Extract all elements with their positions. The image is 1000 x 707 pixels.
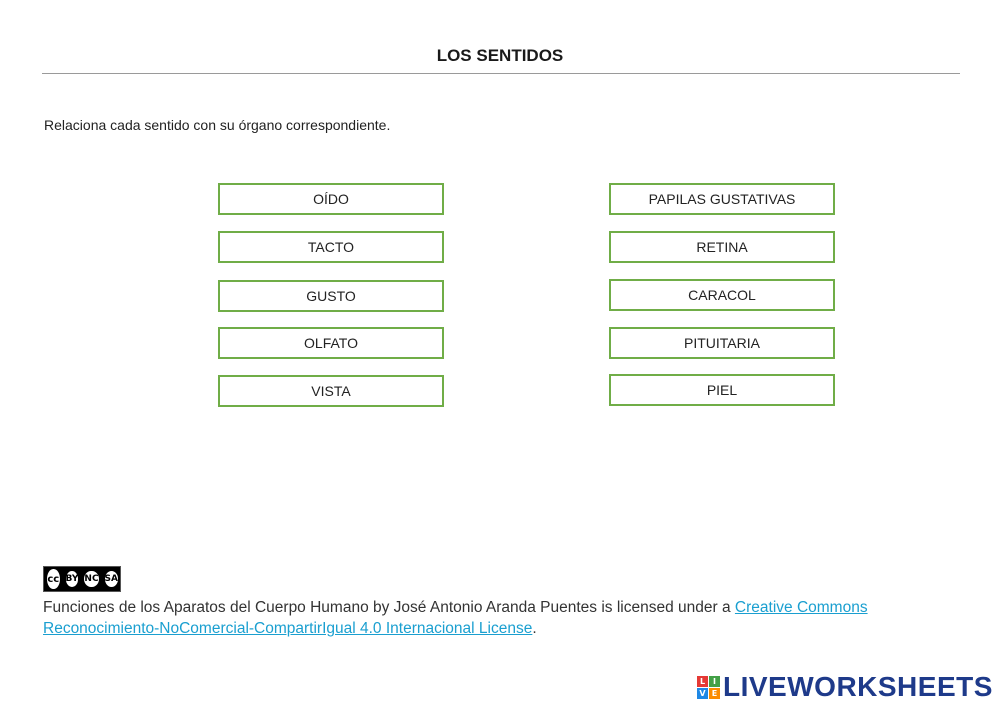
liveworksheets-logo-text: LIVEWORKSHEETS [723, 671, 993, 702]
logo-letter-v: V [697, 688, 708, 699]
match-box-piel[interactable]: PIEL [609, 374, 835, 406]
cc-license-badge[interactable] [43, 566, 121, 592]
instruction-text: Relaciona cada sentido con su órgano correspondiente. [44, 117, 391, 133]
license-notice [43, 597, 923, 639]
title-divider [42, 73, 960, 74]
logo-letter-i: I [709, 676, 720, 687]
liveworksheets-logo-icon [697, 676, 720, 699]
license-text: Funciones de los Aparatos del Cuerpo Humano by José Antonio Aranda Puentes is licensed under a [43, 599, 735, 616]
match-box-tacto[interactable]: TACTO [218, 231, 444, 263]
match-box-olfato[interactable]: OLFATO [218, 327, 444, 359]
match-box-oido[interactable]: OÍDO [218, 183, 444, 215]
sa-icon: SA [103, 569, 120, 589]
match-box-vista[interactable]: VISTA [218, 375, 444, 407]
logo-letter-l: L [697, 676, 708, 687]
page-title: LOS SENTIDOS [436, 46, 564, 65]
match-box-pituitaria[interactable]: PITUITARIA [609, 327, 835, 359]
license-link[interactable]: Creative Commons Reconocimiento-NoComercial-CompartirIgual 4.0 Internacional License [43, 599, 868, 637]
logo-letter-e: E [709, 688, 720, 699]
match-box-caracol[interactable]: CARACOL [609, 279, 835, 311]
match-box-papilas-gustativas[interactable]: PAPILAS GUSTATIVAS [609, 183, 835, 215]
liveworksheets-logo[interactable] [697, 671, 993, 703]
nc-icon: NC [82, 569, 100, 589]
by-icon: BY [64, 569, 81, 589]
cc-icon: cc [45, 567, 62, 591]
match-box-retina[interactable]: RETINA [609, 231, 835, 263]
match-box-gusto[interactable]: GUSTO [218, 280, 444, 312]
license-text-end: . [532, 620, 537, 637]
